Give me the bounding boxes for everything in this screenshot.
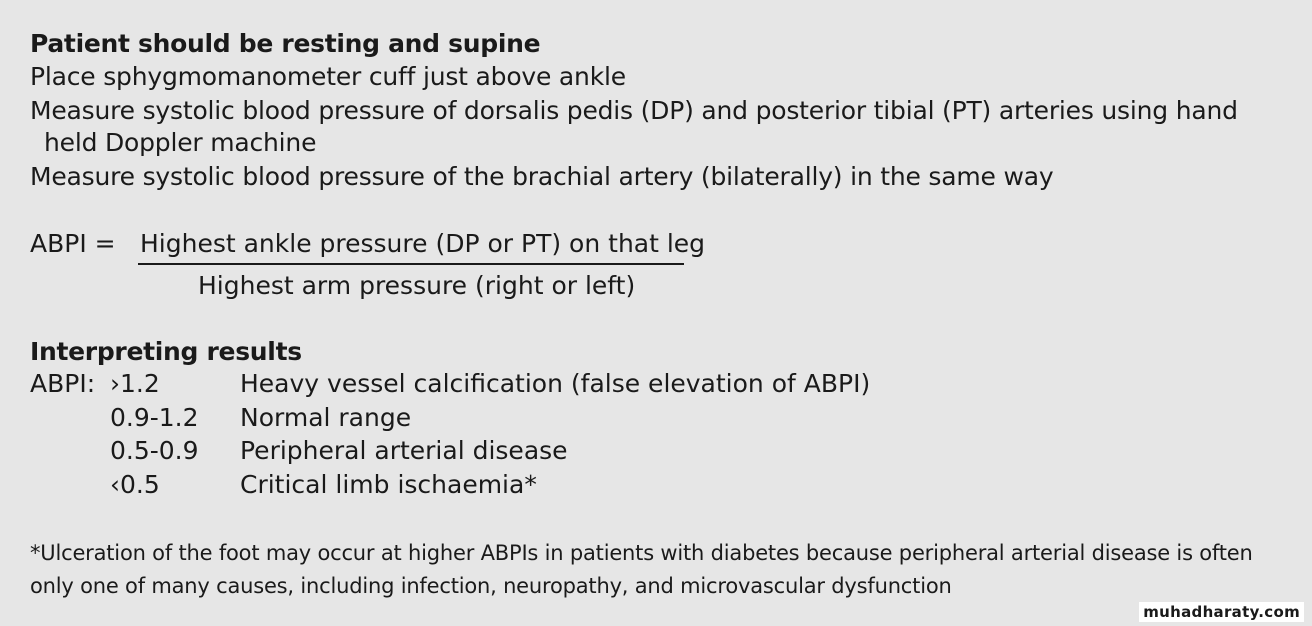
procedure-heading: Patient should be resting and supine — [30, 29, 541, 58]
procedure-step-continuation: held Doppler machine — [44, 128, 317, 157]
range-value: 0.9-1.2 — [110, 403, 199, 432]
footnote-line: *Ulceration of the foot may occur at higher ABPIs in patients with diabetes because peripheral arterial disease is often — [30, 541, 1253, 565]
watermark: muhadharaty.com — [1139, 602, 1304, 622]
formula-label: ABPI = — [30, 229, 116, 258]
range-value: 0.5-0.9 — [110, 436, 199, 465]
footnote-line: only one of many causes, including infection, neuropathy, and microvascular dysfunction — [30, 574, 952, 598]
procedure-step: Measure systolic blood pressure of dorsalis pedis (DP) and posterior tibial (PT) arteries using hand — [30, 96, 1238, 125]
range-value: ‹0.5 — [110, 470, 160, 499]
formula-denominator: Highest arm pressure (right or left) — [198, 271, 636, 300]
range-meaning: Heavy vessel calcification (false elevation of ABPI) — [240, 369, 871, 398]
interpretation-prefix: ABPI: — [30, 369, 96, 398]
fraction-bar — [138, 263, 684, 265]
interpretation-heading: Interpreting results — [30, 337, 302, 366]
range-meaning: Peripheral arterial disease — [240, 436, 568, 465]
procedure-step: Measure systolic blood pressure of the brachial artery (bilaterally) in the same way — [30, 162, 1054, 191]
range-meaning: Critical limb ischaemia* — [240, 470, 537, 499]
procedure-step: Place sphygmomanometer cuff just above ankle — [30, 62, 626, 91]
range-meaning: Normal range — [240, 403, 412, 432]
range-value: ›1.2 — [110, 369, 160, 398]
formula-numerator: Highest ankle pressure (DP or PT) on that leg — [140, 229, 706, 258]
